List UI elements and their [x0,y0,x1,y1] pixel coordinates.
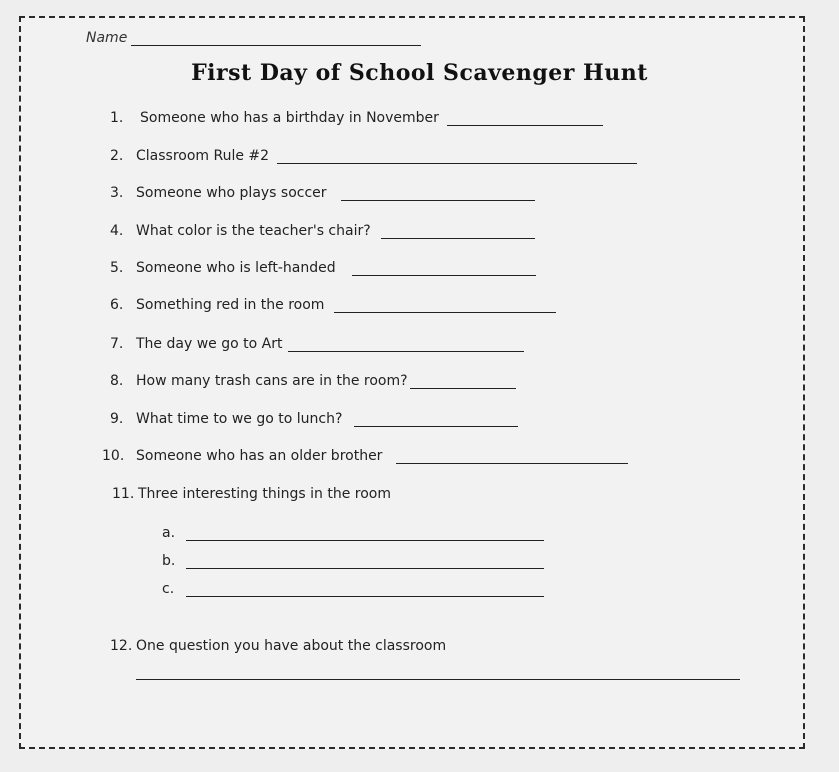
answer-blank[interactable] [277,151,637,164]
answer-blank[interactable] [288,339,524,352]
question-9 [110,411,518,427]
name-label: Name [86,30,128,46]
question-number: 3. [110,185,124,201]
answer-blank[interactable] [447,113,603,126]
sub-answer-a [162,525,544,541]
question-text: Something red in the room [136,297,325,313]
worksheet-title: First Day of School Scavenger Hunt [191,60,648,86]
question-number: 6. [110,297,124,313]
question-number: 12. [110,638,133,654]
question-text: Someone who has a birthday in November [140,110,439,126]
answer-blank-long[interactable] [136,679,740,680]
question-text: Three interesting things in the room [138,486,391,502]
question-3 [110,185,535,201]
question-number: 5. [110,260,124,276]
question-text: Someone who is left-handed [136,260,336,276]
sub-answer-b [162,553,544,569]
question-number: 9. [110,411,124,427]
question-text: How many trash cans are in the room? [136,373,408,389]
question-10 [102,448,628,464]
question-text: Classroom Rule #2 [136,148,270,164]
question-6 [110,297,556,313]
question-text: What color is the teacher's chair? [136,223,371,239]
question-1 [110,110,603,126]
name-field[interactable] [86,30,421,46]
question-text: Someone who plays soccer [136,185,327,201]
question-number: 11. [112,486,135,502]
question-number: 8. [110,373,124,389]
sub-answer-c [162,581,544,597]
question-2 [110,148,637,164]
question-5 [110,260,536,276]
question-4 [110,223,535,239]
question-11 [112,486,391,502]
sub-letter: b. [162,553,176,569]
question-number: 7. [110,336,124,352]
question-number: 2. [110,148,124,164]
question-number: 10. [102,448,125,464]
question-number: 4. [110,223,124,239]
answer-blank[interactable] [381,226,535,239]
question-8 [110,373,516,389]
question-text: What time to we go to lunch? [136,411,343,427]
question-12 [110,638,446,654]
answer-blank[interactable] [410,376,516,389]
answer-blank[interactable] [341,188,535,201]
answer-blank[interactable] [186,584,544,597]
answer-blank[interactable] [186,528,544,541]
question-text: The day we go to Art [136,336,283,352]
question-number: 1. [110,110,124,126]
answer-blank[interactable] [186,556,544,569]
question-7 [110,336,524,352]
name-blank-line[interactable] [131,31,421,46]
sub-letter: c. [162,581,175,597]
sub-letter: a. [162,525,176,541]
answer-blank[interactable] [354,414,518,427]
answer-blank[interactable] [396,451,628,464]
answer-blank[interactable] [334,300,556,313]
question-text: Someone who has an older brother [136,448,383,464]
answer-blank[interactable] [352,263,536,276]
question-text: One question you have about the classroom [136,638,447,654]
